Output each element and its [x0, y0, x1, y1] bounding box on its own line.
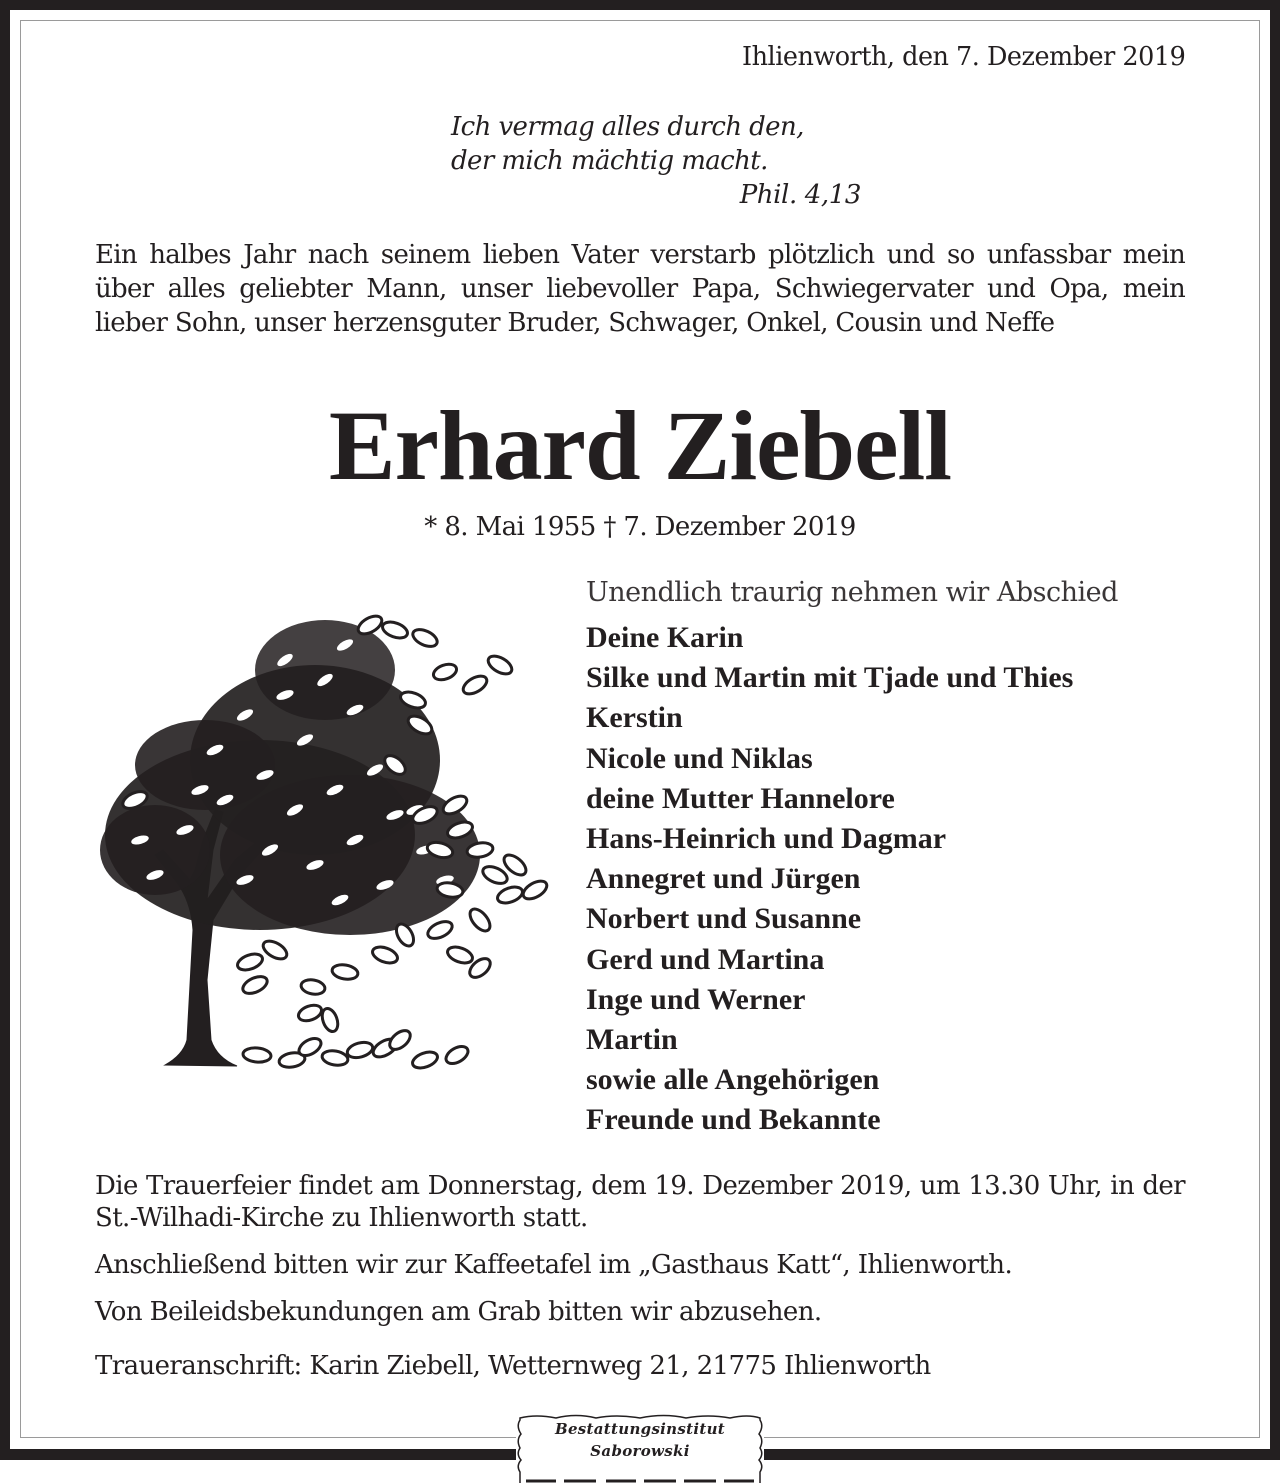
mourner-name: Freunde und Bekannte: [586, 1103, 881, 1137]
mourner-name: sowie alle Angehörigen: [586, 1063, 880, 1097]
reception-info: Anschließend bitten wir zur Kaffeetafel im „Gasthaus Katt“, Ihlienworth.: [95, 1250, 1013, 1280]
tree-in-wind-icon: [95, 600, 550, 1070]
mourner-name: Annegret und Jürgen: [586, 862, 861, 896]
deceased-name: Erhard Ziebell: [328, 390, 952, 501]
mourner-name: Hans-Heinrich und Dagmar: [586, 822, 947, 856]
mourner-name: Silke und Martin mit Tjade und Thies: [586, 661, 1074, 695]
life-dates: * 8. Mai 1955 † 7. Dezember 2019: [424, 512, 856, 542]
mourners-heading: Unendlich traurig nehmen wir Abschied: [586, 577, 1118, 608]
bible-quote: [451, 110, 861, 212]
intro-paragraph: Ein halbes Jahr nach seinem lieben Vater verstarb plötzlich und so unfassbar mein über alles geliebter Mann, unser liebevoller Papa, Schwiegervater und Opa, mein lieber Sohn, unser herzensguter Bruder, Schwager, Onkel, Cousin und Neffe: [95, 240, 1185, 338]
quote-line: Ich vermag alles durch den,: [451, 112, 804, 142]
mourners-list: [586, 574, 1206, 1141]
mourner-name: Martin: [586, 1023, 678, 1057]
mourner-name: Gerd und Martina: [586, 942, 825, 976]
quote-line: der mich mächtig macht.: [451, 146, 768, 176]
mourner-name: Norbert und Susanne: [586, 902, 862, 936]
mourning-address: Traueranschrift: Karin Ziebell, Wetternweg 21, 21775 Ihlienworth: [95, 1351, 931, 1381]
funeral-home-name: Saborowski: [590, 1442, 690, 1460]
funeral-home-label: Bestattungsinstitut: [554, 1420, 726, 1438]
condolence-request: Von Beileidsbekundungen am Grab bitten wir abzusehen.: [95, 1297, 822, 1327]
mourner-name: Nicole und Niklas: [586, 741, 813, 775]
mourner-name: deine Mutter Hannelore: [586, 781, 895, 815]
funeral-service-info: Die Trauerfeier findet am Donnerstag, dem 19. Dezember 2019, um 13.30 Uhr, in der St.-Wilhadi-Kirche zu Ihlienworth statt.: [95, 1171, 1185, 1233]
quote-reference: Phil. 4,13: [739, 180, 861, 210]
mourner-name: Kerstin: [586, 701, 683, 735]
place-and-date: Ihlienworth, den 7. Dezember 2019: [741, 42, 1185, 72]
mourner-name: Inge und Werner: [586, 982, 806, 1016]
mourner-name: Deine Karin: [586, 621, 744, 654]
funeral-home-logo: [516, 1410, 764, 1483]
